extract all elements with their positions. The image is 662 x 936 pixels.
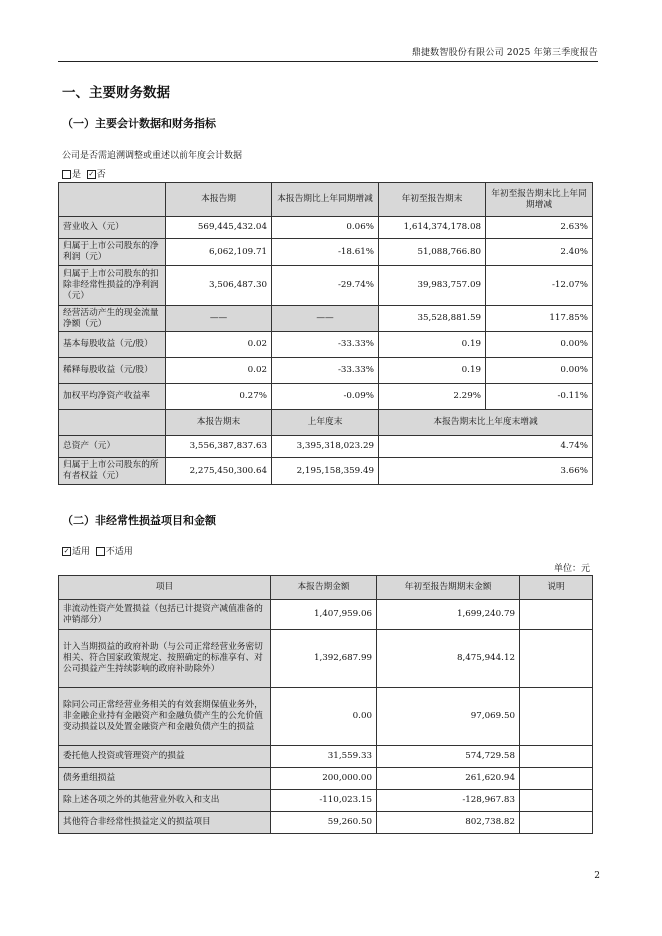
note-cell xyxy=(520,768,593,790)
retro-question: 公司是否需追溯调整或重述以前年度会计数据 xyxy=(62,151,243,161)
period-end-change: 3.66% xyxy=(379,458,593,485)
row-label: 归属于上市公司股东的所有者权益（元） xyxy=(59,458,166,485)
item-label: 其他符合非经常性损益定义的损益项目 xyxy=(59,812,271,834)
column-header: 年初至报告期末 xyxy=(379,183,486,217)
ytd-amount: 261,620.94 xyxy=(377,768,520,790)
checkbox-not-applicable[interactable] xyxy=(96,547,105,556)
note-cell xyxy=(520,790,593,812)
key-financial-data-table xyxy=(58,182,593,485)
current-period-value: —— xyxy=(166,306,272,332)
row-label: 稀释每股收益（元/股） xyxy=(59,358,166,384)
ytd-change: 2.63% xyxy=(486,217,593,239)
row-label: 营业收入（元） xyxy=(59,217,166,239)
ytd-amount: -128,967.83 xyxy=(377,790,520,812)
section-title: 一、主要财务数据 xyxy=(62,85,170,101)
column-header: 本报告期 xyxy=(166,183,272,217)
column-header: 说明 xyxy=(520,576,593,600)
item-label: 除上述各项之外的其他营业外收入和支出 xyxy=(59,790,271,812)
current-period-value: 569,445,432.04 xyxy=(166,217,272,239)
note-cell xyxy=(520,746,593,768)
ytd-value: 39,983,757.09 xyxy=(379,266,486,306)
table-row xyxy=(59,217,593,239)
table-row xyxy=(59,630,593,688)
ytd-amount: 574,729.58 xyxy=(377,746,520,768)
item-label: 计入当期损益的政府补助（与公司正常经营业务密切相关、符合国家政策规定、按照确定的标准享有、对公司损益产生持续影响的政府补助除外） xyxy=(59,630,271,688)
table-row xyxy=(59,306,593,332)
prior-year-end-value: 2,195,158,359.49 xyxy=(272,458,379,485)
current-period-amount: 59,260.50 xyxy=(271,812,377,834)
column-header: 年初至报告期期末金额 xyxy=(377,576,520,600)
ytd-amount: 8,475,944.12 xyxy=(377,630,520,688)
checkbox-no[interactable]: ✓ xyxy=(88,170,95,178)
retro-options xyxy=(62,167,106,180)
current-period-value: 3,506,487.30 xyxy=(166,266,272,306)
period-end-value: 3,556,387,837.63 xyxy=(166,436,272,458)
table-header-row xyxy=(59,410,593,436)
current-period-amount: -110,023.15 xyxy=(271,790,377,812)
subsection-title-key-data: （一）主要会计数据和财务指标 xyxy=(62,117,216,130)
option-yes-label: 是 xyxy=(72,170,82,180)
ytd-amount: 97,069.50 xyxy=(377,688,520,746)
current-period-change: -29.74% xyxy=(272,266,379,306)
row-label: 归属于上市公司股东的扣除非经常性损益的净利润（元） xyxy=(59,266,166,306)
current-period-amount: 31,559.33 xyxy=(271,746,377,768)
note-cell xyxy=(520,630,593,688)
column-header: 本报告期末比上年度末增减 xyxy=(379,410,593,436)
ytd-value: 0.19 xyxy=(379,358,486,384)
subsection-title-non-recurring: （二）非经常性损益项目和金额 xyxy=(62,514,216,527)
item-label: 委托他人投资或管理资产的损益 xyxy=(59,746,271,768)
note-cell xyxy=(520,812,593,834)
ytd-amount: 802,738.82 xyxy=(377,812,520,834)
ytd-value: 0.19 xyxy=(379,332,486,358)
current-period-value: 0.27% xyxy=(166,384,272,410)
current-period-change: -33.33% xyxy=(272,332,379,358)
row-label: 基本每股收益（元/股） xyxy=(59,332,166,358)
column-header: 年初至报告期末比上年同期增减 xyxy=(486,183,593,217)
period-end-change: 4.74% xyxy=(379,436,593,458)
ytd-change: 117.85% xyxy=(486,306,593,332)
current-period-change: -18.61% xyxy=(272,239,379,266)
column-header xyxy=(59,183,166,217)
table-row xyxy=(59,239,593,266)
current-period-amount: 1,407,959.06 xyxy=(271,600,377,630)
applicable-options xyxy=(62,544,133,557)
row-label: 经营活动产生的现金流量净额（元） xyxy=(59,306,166,332)
ytd-change: 0.00% xyxy=(486,358,593,384)
table-row xyxy=(59,266,593,306)
non-recurring-table xyxy=(58,575,593,834)
table-row xyxy=(59,790,593,812)
table-row xyxy=(59,812,593,834)
current-period-change: -33.33% xyxy=(272,358,379,384)
table-row xyxy=(59,384,593,410)
ytd-change: 2.40% xyxy=(486,239,593,266)
current-period-change: 0.06% xyxy=(272,217,379,239)
ytd-value: 35,528,881.59 xyxy=(379,306,486,332)
current-period-amount: 1,392,687.99 xyxy=(271,630,377,688)
table-row xyxy=(59,600,593,630)
checkbox-yes[interactable] xyxy=(62,170,71,179)
table-row xyxy=(59,358,593,384)
ytd-change: -12.07% xyxy=(486,266,593,306)
ytd-value: 1,614,374,178.08 xyxy=(379,217,486,239)
applicable-label: 适用 xyxy=(72,547,91,557)
item-label: 除同公司正常经营业务相关的有效套期保值业务外，非金融企业持有金融资产和金融负债产生的公允价值变动损益以及处置金融资产和金融负债产生的损益 xyxy=(59,688,271,746)
current-period-value: 0.02 xyxy=(166,332,272,358)
ytd-value: 51,088,766.80 xyxy=(379,239,486,266)
option-no-label: 否 xyxy=(96,170,106,180)
table-row xyxy=(59,768,593,790)
table-row xyxy=(59,458,593,485)
ytd-change: -0.11% xyxy=(486,384,593,410)
column-header: 项目 xyxy=(59,576,271,600)
table-header-row xyxy=(59,183,593,217)
column-header: 本报告期末 xyxy=(166,410,272,436)
column-header: 本报告期比上年同期增减 xyxy=(272,183,379,217)
ytd-change: 0.00% xyxy=(486,332,593,358)
current-period-value: 6,062,109.71 xyxy=(166,239,272,266)
item-label: 债务重组损益 xyxy=(59,768,271,790)
current-period-value: 0.02 xyxy=(166,358,272,384)
header-rule xyxy=(58,61,598,62)
prior-year-end-value: 3,395,318,023.29 xyxy=(272,436,379,458)
item-label: 非流动性资产处置损益（包括已计提资产减值准备的冲销部分） xyxy=(59,600,271,630)
report-header-title: 鼎捷数智股份有限公司 2025 年第三季度报告 xyxy=(411,48,598,58)
column-header xyxy=(59,410,166,436)
table-header-row xyxy=(59,576,593,600)
unit-label: 单位：元 xyxy=(553,564,590,574)
column-header: 本报告期金额 xyxy=(271,576,377,600)
note-cell xyxy=(520,688,593,746)
row-label: 加权平均净资产收益率 xyxy=(59,384,166,410)
current-period-change: —— xyxy=(272,306,379,332)
period-end-value: 2,275,450,300.64 xyxy=(166,458,272,485)
table-row xyxy=(59,688,593,746)
table-row xyxy=(59,332,593,358)
ytd-amount: 1,699,240.79 xyxy=(377,600,520,630)
not-applicable-label: 不适用 xyxy=(105,547,133,557)
table-row xyxy=(59,746,593,768)
ytd-value: 2.29% xyxy=(379,384,486,410)
column-header: 上年度末 xyxy=(272,410,379,436)
current-period-amount: 200,000.00 xyxy=(271,768,377,790)
page-header xyxy=(0,0,662,62)
row-label: 总资产（元） xyxy=(59,436,166,458)
note-cell xyxy=(520,600,593,630)
current-period-amount: 0.00 xyxy=(271,688,377,746)
row-label: 归属于上市公司股东的净利润（元） xyxy=(59,239,166,266)
table-row xyxy=(59,436,593,458)
checkbox-applicable[interactable]: ✓ xyxy=(63,547,70,555)
current-period-change: -0.09% xyxy=(272,384,379,410)
page-number: 2 xyxy=(594,871,600,881)
